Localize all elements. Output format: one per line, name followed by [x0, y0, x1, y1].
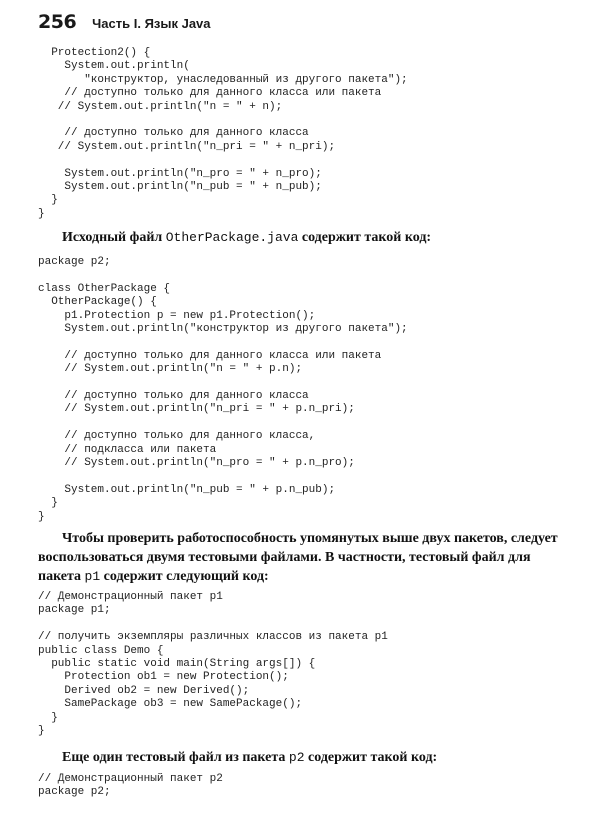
page-number: 256	[38, 11, 77, 33]
paragraph-p2-test-intro	[62, 748, 582, 767]
paragraph-text: содержит такой код:	[304, 750, 438, 765]
inline-code: p2	[288, 750, 305, 765]
inline-code: OtherPackage.java	[165, 230, 299, 245]
running-head: Часть I. Язык Java	[92, 16, 211, 31]
paragraph-text: Чтобы проверить работоспособность упомянутых выше двух пакетов, следует воспользоваться двумя тестовыми файлами. В частности, тестовый файл для пакета	[38, 531, 558, 584]
code-block-other-package: package p2; class OtherPackage { OtherPackage() { p1.Protection p = new p1.Protection(); System.out.println("конструктор из другого пакета"); // доступно только для данного класса или пакета // System.out.println("n = " + p.n); // доступно только для данного класса // System.out.println("n_pri = " + p.n_pri); // доступно только для данного класса, // подкласса или пакета // System.out.println("n_pro = " + p.n_pro); System.out.println("n_pub = " + p.n_pub); } }	[38, 256, 408, 523]
paragraph-text: содержит следующий код:	[100, 569, 269, 584]
page-header	[38, 11, 211, 33]
paragraph-text: Еще один тестовый файл из пакета	[62, 750, 289, 765]
code-block-demo-p2: // Демонстрационный пакет p2 package p2;	[38, 773, 223, 799]
paragraph-other-package-intro	[62, 228, 582, 247]
inline-code: p1	[84, 569, 101, 584]
code-block-demo-p1: // Демонстрационный пакет p1 package p1; // получить экземпляры различных классов из пакета p1 public class Demo { public static void main(String args[]) { Protection ob1 = new Protection(); Derived ob2 = new Derived(); SamePackage ob3 = new SamePackage(); } }	[38, 591, 388, 738]
paragraph-text: содержит такой код:	[298, 230, 432, 245]
paragraph-text: Исходный файл	[62, 230, 166, 245]
paragraph-test-files-intro	[38, 529, 566, 586]
code-block-protection2: Protection2() { System.out.println( "конструктор, унаследованный из другого пакета"); // доступно только для данного класса или пакета // System.out.println("n = " + n); // доступно только для данного класса // System.out.println("n_pri = " + n_pri); System.out.println("n_pro = " + n_pro); System.out.println("n_pub = " + n_pub); } }	[38, 47, 408, 220]
